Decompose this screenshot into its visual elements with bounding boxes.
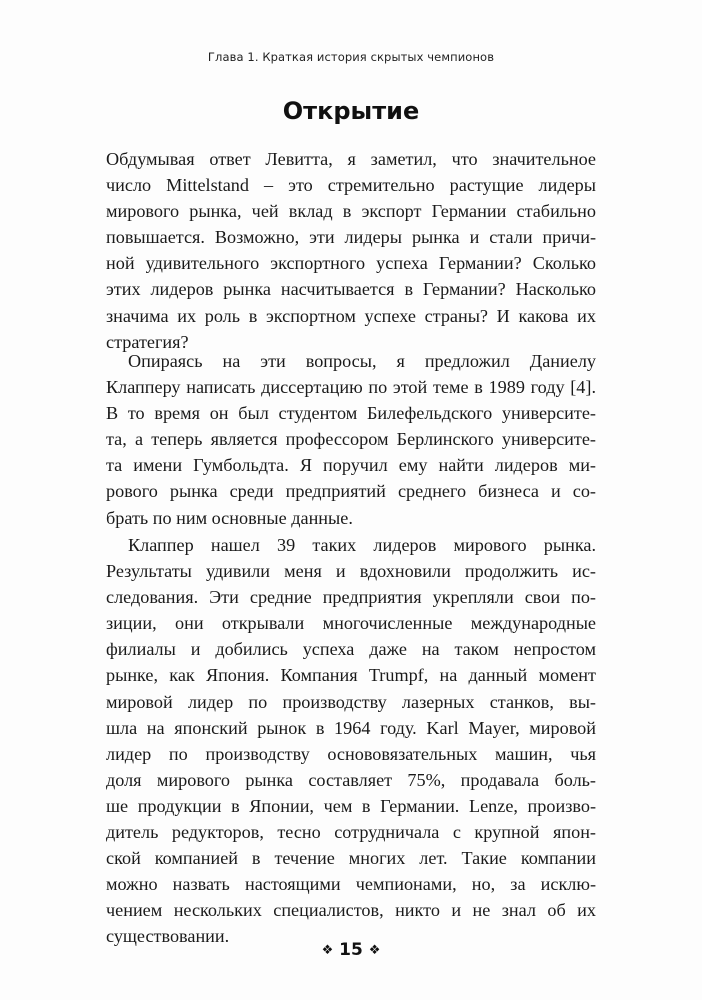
paragraph-line: шла на японский рынок в 1964 году. Karl Mayer, мировой xyxy=(106,717,596,738)
paragraph-line: рового рынка среди предприятий среднего бизнеса и со- xyxy=(106,481,596,502)
running-header: Глава 1. Краткая история скрытых чемпионов xyxy=(207,50,495,64)
paragraph-line: существовании. xyxy=(106,926,230,947)
paragraph-line: ше продукции в Японии, чем в Германии. Lenze, произво- xyxy=(106,795,596,816)
paragraph-line: Клапперу написать диссертацию по этой теме в 1989 году [4]. xyxy=(106,377,596,398)
paragraph-line: та имени Гумбольдта. Я поручил ему найти лидеров ми- xyxy=(106,455,596,476)
paragraph-line: зиции, они открывали многочисленные международные xyxy=(106,613,596,634)
paragraph-line: значима их роль в экспортном успехе страны? И какова их xyxy=(106,305,596,326)
page-number: 15 xyxy=(339,940,363,960)
ornament-diamond-icon: ❖ xyxy=(321,943,334,958)
paragraph-line: Опираясь на эти вопросы, я предложил Даниелу xyxy=(128,351,596,371)
section-title: Открытие xyxy=(282,97,420,125)
paragraph-line: В то время он был студентом Билефельдского университе- xyxy=(106,403,596,424)
paragraph-line: та, а теперь является профессором Берлинского университе- xyxy=(106,429,596,450)
paragraph-line: доля мирового рынка составляет 75%, продавала боль- xyxy=(106,769,596,790)
paragraph-line: рынке, как Япония. Компания Trumpf, на данный момент xyxy=(106,665,596,686)
paragraph-line: мирового рынка, чей вклад в экспорт Германии стабильно xyxy=(106,201,596,222)
paragraph-line: лидер по производству основовязательных машин, чья xyxy=(106,743,596,764)
paragraph-line: следования. Эти средние предприятия укрепляли свои по- xyxy=(106,587,596,608)
ornament-diamond-icon: ❖ xyxy=(368,943,381,958)
paragraph-3 xyxy=(106,532,596,950)
paragraph-line: мировой лидер по производству лазерных станков, вы- xyxy=(106,691,596,712)
paragraph-line: ной удивительного экспортного успеха Германии? Сколько xyxy=(106,253,596,274)
paragraph-line: ской компанией в течение многих лет. Такие компании xyxy=(106,848,596,869)
paragraph-line: Результаты удивили меня и вдохновили продолжить ис- xyxy=(106,561,596,582)
paragraph-line: этих лидеров рынка насчитывается в Германии? Насколько xyxy=(106,279,596,300)
paragraph-1 xyxy=(106,146,596,355)
paragraph-line: число Mittelstand – это стремительно растущие лидеры xyxy=(106,175,596,196)
paragraph-line: Клаппер нашел 39 таких лидеров мирового рынка. xyxy=(128,535,596,555)
paragraph-2 xyxy=(106,348,596,531)
paragraph-line: чением нескольких специалистов, никто и не знал об их xyxy=(106,900,596,921)
paragraph-line: филиалы и добились успеха даже на таком непростом xyxy=(106,639,596,660)
paragraph-line: Обдумывая ответ Левитта, я заметил, что значительное xyxy=(106,149,596,169)
paragraph-line: брать по ним основные данные. xyxy=(106,507,353,528)
page-footer xyxy=(0,940,702,960)
paragraph-line: дитель редукторов, тесно сотрудничала с крупной япон- xyxy=(106,822,596,843)
paragraph-line: можно назвать настоящими чемпионами, но, за исклю- xyxy=(106,874,596,895)
paragraph-line: повышается. Возможно, эти лидеры рынка и стали причи- xyxy=(106,227,596,248)
paragraph-line: стратегия? xyxy=(106,331,189,352)
